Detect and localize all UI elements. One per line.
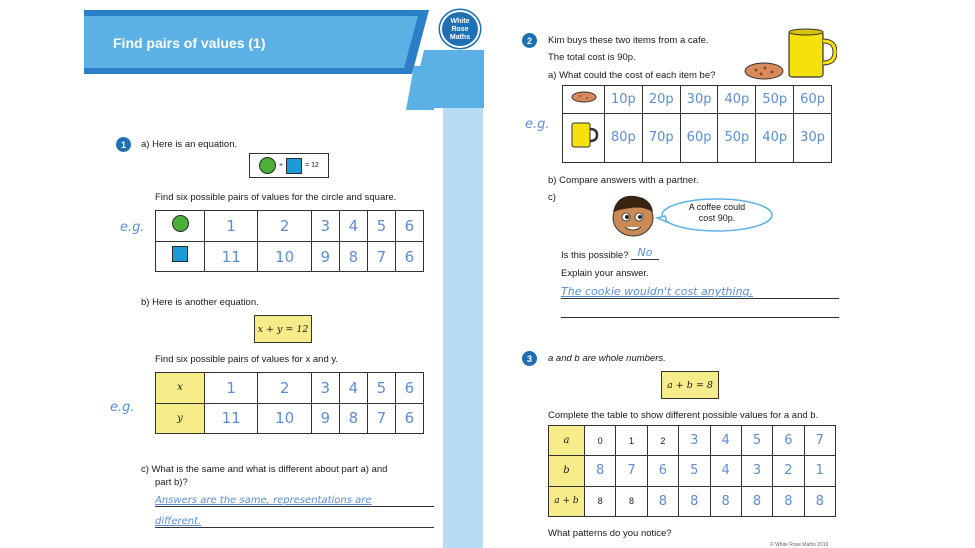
q3-intro: a and b are whole numbers. [548, 353, 666, 364]
table-cell[interactable]: 5 [741, 426, 772, 456]
square-header-cell [156, 242, 205, 272]
table-cell: 0 [585, 426, 616, 456]
table-cell[interactable]: 7 [367, 242, 395, 272]
table-cell[interactable]: 8 [679, 486, 710, 516]
cookie-icon [571, 90, 597, 104]
table-cell[interactable]: 6 [395, 211, 423, 242]
possible-question: Is this possible? [561, 250, 629, 261]
table-cell[interactable]: 8 [804, 486, 835, 516]
equation-result: = 12 [305, 162, 319, 169]
speech-line: cost 90p. [698, 213, 736, 223]
logo-word: Maths [449, 34, 471, 41]
question-number: 2 [522, 33, 537, 48]
coffee-mug-icon [787, 27, 837, 79]
table-cell[interactable]: 4 [710, 426, 741, 456]
table-cell[interactable]: 9 [311, 242, 339, 272]
row-header-b: b [549, 456, 585, 486]
table-cell[interactable]: 2 [258, 373, 311, 404]
q1a-label: a) Here is an equation. [141, 139, 238, 150]
answer-line[interactable]: The cookie wouldn't cost anything. [561, 285, 839, 299]
table-cell[interactable]: 8 [339, 403, 367, 434]
table-cell[interactable]: 30p [794, 113, 832, 163]
blue-square-icon [286, 158, 302, 174]
row-header-y: y [156, 403, 205, 434]
q2-intro: Kim buys these two items from a cafe. [548, 35, 709, 46]
q2c-label: c) [548, 192, 556, 203]
table-cell[interactable]: 7 [616, 456, 647, 486]
question-number: 1 [116, 137, 131, 152]
q3-instruction: Complete the table to show different possible values for a and b. [548, 410, 819, 421]
table-cell[interactable]: 11 [205, 403, 258, 434]
question-number: 3 [522, 351, 537, 366]
table-cell[interactable]: 10 [258, 242, 311, 272]
speech-line: A coffee could [688, 202, 746, 212]
table-cell[interactable]: 7 [367, 403, 395, 434]
table-cell[interactable]: 4 [339, 211, 367, 242]
equation2-box: x + y = 12 [254, 315, 312, 343]
table-cell[interactable]: 40p [756, 113, 794, 163]
table-cell[interactable]: 6 [647, 456, 678, 486]
table-cell: 8 [585, 486, 616, 516]
equation-box [249, 153, 329, 178]
table-cell[interactable]: 6 [395, 373, 423, 404]
table-cell[interactable]: 1 [205, 211, 258, 242]
green-circle-icon [172, 215, 189, 232]
table-cell[interactable]: 30p [680, 86, 718, 114]
table-cell[interactable]: 80p [605, 113, 643, 163]
q2a-label: a) What could the cost of each item be? [548, 70, 716, 81]
table-cell[interactable]: 11 [205, 242, 258, 272]
copyright: © White Rose Maths 2019 [770, 542, 829, 548]
row-header-a: a [549, 426, 585, 456]
logo-word: White [450, 18, 470, 25]
table-cell[interactable]: 60p [680, 113, 718, 163]
table-cell[interactable]: 70p [642, 113, 680, 163]
table-cell[interactable]: 7 [804, 426, 835, 456]
table-cell[interactable]: 1 [804, 456, 835, 486]
q2-intro-2: The total cost is 90p. [548, 52, 636, 63]
table-cell[interactable]: 6 [773, 426, 804, 456]
boy-face-icon [606, 192, 662, 238]
table-cell[interactable]: 3 [311, 211, 339, 242]
table-cell[interactable]: 8 [741, 486, 772, 516]
title-banner [84, 10, 434, 110]
coffee-mug-icon [569, 120, 599, 150]
table-cell[interactable]: 4 [710, 456, 741, 486]
green-circle-icon [259, 157, 276, 174]
table-cell: 1 [616, 426, 647, 456]
table-cell[interactable]: 6 [395, 242, 423, 272]
eg-note: e.g. [110, 400, 135, 415]
q1b-instruction: Find six possible pairs of values for x and y. [155, 354, 339, 365]
table-cell: 8 [616, 486, 647, 516]
table-cell[interactable]: 50p [756, 86, 794, 114]
xy-table [155, 372, 424, 434]
q1c-label-2: part b)? [155, 477, 188, 488]
table-cell[interactable]: 2 [773, 456, 804, 486]
table-cell[interactable]: 3 [311, 373, 339, 404]
table-cell[interactable]: 60p [794, 86, 832, 114]
cafe-table [562, 85, 832, 163]
q2b-label: b) Compare answers with a partner. [548, 175, 699, 186]
table-cell[interactable]: 8 [710, 486, 741, 516]
coffee-header-cell [563, 113, 605, 163]
possible-answer[interactable]: No [631, 246, 659, 260]
corner-shape [410, 50, 484, 110]
table-cell[interactable]: 8 [773, 486, 804, 516]
answer-line[interactable]: different. [155, 516, 434, 528]
side-strip [443, 100, 483, 548]
table-cell[interactable]: 10p [605, 86, 643, 114]
logo-badge [440, 10, 480, 48]
table-cell[interactable]: 40p [718, 86, 756, 114]
eg-note: e.g. [525, 117, 550, 132]
table-cell[interactable]: 9 [311, 403, 339, 434]
cookie-header-cell [563, 86, 605, 114]
q1c-label: c) What is the same and what is different about part a) and [141, 464, 388, 475]
table-cell[interactable]: 3 [741, 456, 772, 486]
table-cell[interactable]: 8 [585, 456, 616, 486]
circle-header-cell [156, 211, 205, 242]
table-cell[interactable]: 6 [395, 403, 423, 434]
table-cell[interactable]: 50p [718, 113, 756, 163]
table-cell[interactable]: 2 [258, 211, 311, 242]
table-cell[interactable]: 5 [679, 456, 710, 486]
explain-label: Explain your answer. [561, 268, 649, 279]
table-cell[interactable]: 20p [642, 86, 680, 114]
q1a-instruction: Find six possible pairs of values for the circle and square. [155, 192, 397, 203]
cookie-icon [743, 60, 785, 82]
table-cell: 2 [647, 426, 678, 456]
page-title: Find pairs of values (1) [113, 35, 266, 51]
patterns-question: What patterns do you notice? [548, 528, 672, 539]
table-cell[interactable]: 5 [367, 211, 395, 242]
circle-square-table [155, 210, 424, 272]
table-cell[interactable]: 4 [339, 373, 367, 404]
row-header-sum: a + b [549, 486, 585, 516]
row-header-x: x [156, 373, 205, 404]
answer-line[interactable]: Answers are the same, representations are [155, 495, 434, 507]
table-cell[interactable]: 10 [258, 403, 311, 434]
plus-sign: + [279, 162, 284, 169]
table-cell[interactable]: 5 [367, 373, 395, 404]
blue-square-icon [172, 246, 188, 262]
speech-text [672, 202, 762, 224]
eg-note: e.g. [120, 220, 145, 235]
table-cell[interactable]: 8 [339, 242, 367, 272]
q1b-label: b) Here is another equation. [141, 297, 259, 308]
q3-equation-box: a + b = 8 [661, 371, 719, 399]
ab-table [548, 425, 836, 517]
answer-line[interactable] [561, 312, 839, 318]
table-cell[interactable]: 8 [647, 486, 678, 516]
table-cell[interactable]: 3 [679, 426, 710, 456]
logo-word: Rose [451, 26, 469, 33]
table-cell[interactable]: 1 [205, 373, 258, 404]
